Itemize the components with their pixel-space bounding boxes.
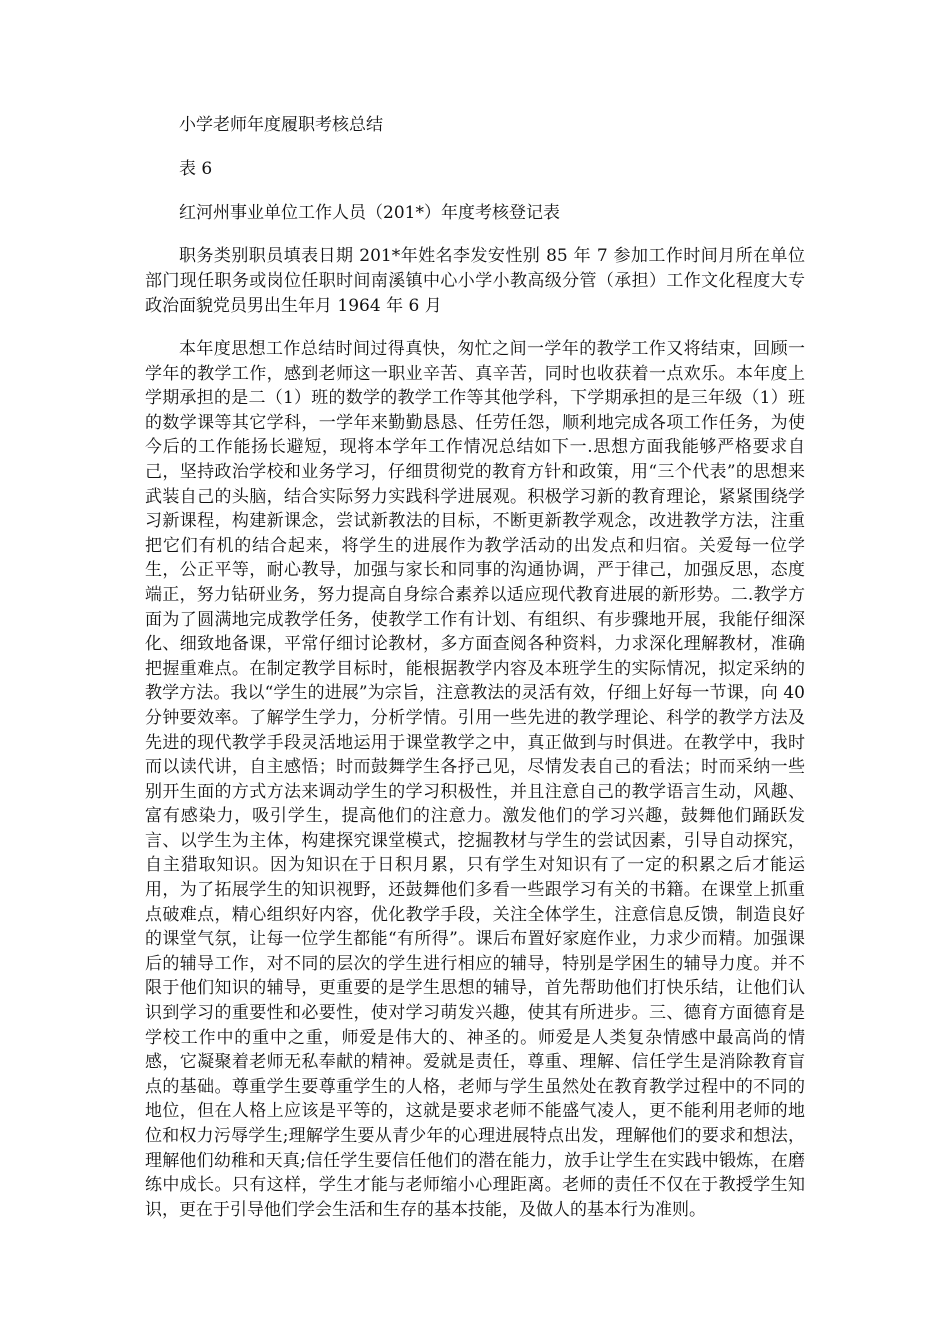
summary-body-paragraph: 本年度思想工作总结时间过得真快，匆忙之间一学年的教学工作又将结束，回顾一学年的教学工作，感到老师这一职业辛苦、真辛苦，同时也收获着一点欢乐。本年度上学期承担的是二（1）班的数学的教学工作等其他学科，下学期承担的是三年级（1）班的数学课等其它学科，一学年来勤勤恳恳、任劳任怨，顺利地完成各项工作任务，为使今后的工作能扬长避短，现将本学年工作情况总结如下一.思想方面我能够严格要求自己，坚持政治学校和业务学习，仔细贯彻党的教育方针和政策，用“三个代表”的思想来武装自己的头脑，结合实际努力实践科学进展观。积极学习新的教育理论，紧紧围绕学习新课程，构建新课念，尝试新教法的目标，不断更新教学观念，改进教学方法，注重把它们有机的结合起来，将学生的进展作为教学活动的出发点和归宿。关爱每一位学生，公正平等，耐心教导，加强与家长和同事的沟通协调，严于律己，加强反思，态度端正，努力钻研业务，努力提高自身综合素养以适应现代教育进展的新形势。二.教学方面为了圆满地完成教学任务，使教学工作有计划、有组织、有步骤地开展，我能仔细深化、细致地备课，平常仔细讨论教材，多方面查阅各种资料，力求深化理解教材，准确把握重难点。在制定教学目标时，能根据教学内容及本班学生的实际情况，拟定采纳的教学方法。我以“学生的进展”为宗旨，注意教法的灵活有效，仔细上好每一节课，向 40 分钟要效率。了解学生学力，分析学情。引用一些先进的教学理论、科学的教学方法及先进的现代教学手段灵活地运用于课堂教学之中，真正做到与时俱进。在教学中，我时而以读代讲，自主感悟；时而鼓舞学生各抒己见，尽情发表自己的看法；时而采纳一些别开生面的方式方法来调动学生的学习积极性，并且注意自己的教学语言生动，风趣、富有感染力，吸引学生，提高他们的注意力。激发他们的学习兴趣，鼓舞他们踊跃发言、以学生为主体，构建探究课堂模式，挖掘教材与学生的尝试因素，引导自动探究，自主猎取知识。因为知识在于日积月累，只有学生对知识有了一定的积累之后才能运用，为了拓展学生的知识视野，还鼓舞他们多看一些跟学习有关的书籍。在课堂上抓重点破难点，精心组织好内容，优化教学手段，关注全体学生，注意信息反馈，制造良好的课堂气氛，让每一位学生都能“有所得”。课后布置好家庭作业，力求少而精。加强课后的辅导工作，对不同的层次的学生进行相应的辅导，特别是学困生的辅导力度。并不限于他们知识的辅导，更重要的是学生思想的辅导，首先帮助他们打快乐结，让他们认识到学习的重要性和必要性，使对学习萌发兴趣，使其有所进步。三、德育方面德育是学校工作中的重中之重，师爱是伟大的、神圣的。师爱是人类复杂情感中最高尚的情感，它凝聚着老师无私奉献的精神。爱就是责任，尊重、理解、信任学生是消除教育盲点的基础。尊重学生要尊重学生的人格，老师与学生虽然处在教育教学过程中的不同的地位，但在人格上应该是平等的，这就是要求老师不能盛气凌人，更不能利用老师的地位和权力污辱学生;理解学生要从青少年的心理进展特点出发，理解他们的要求和想法，理解他们幼稚和天真;信任学生要信任他们的潜在能力，放手让学生在实践中锻炼，在磨练中成长。只有这样，学生才能与老师缩小心理距离。老师的责任不仅在于教授学生知识，更在于引导他们学会生活和生存的基本技能，及做人的基本行为准则。 [145, 339, 805, 1220]
registration-info-paragraph: 职务类别职员填表日期 201*年姓名李发安性别 85 年 7 参加工作时间月所在单位部门现任职务或岗位任职时间南溪镇中心小学小教高级分管（承担）工作文化程度大专政治面貌党员男出生年月 1964 年 6 月 [145, 246, 805, 316]
document-page [145, 112, 805, 1222]
table-number: 表 6 [179, 159, 213, 179]
document-title: 小学老师年度履职考核总结 [179, 115, 383, 135]
form-title: 红河州事业单位工作人员（201*）年度考核登记表 [179, 203, 560, 223]
